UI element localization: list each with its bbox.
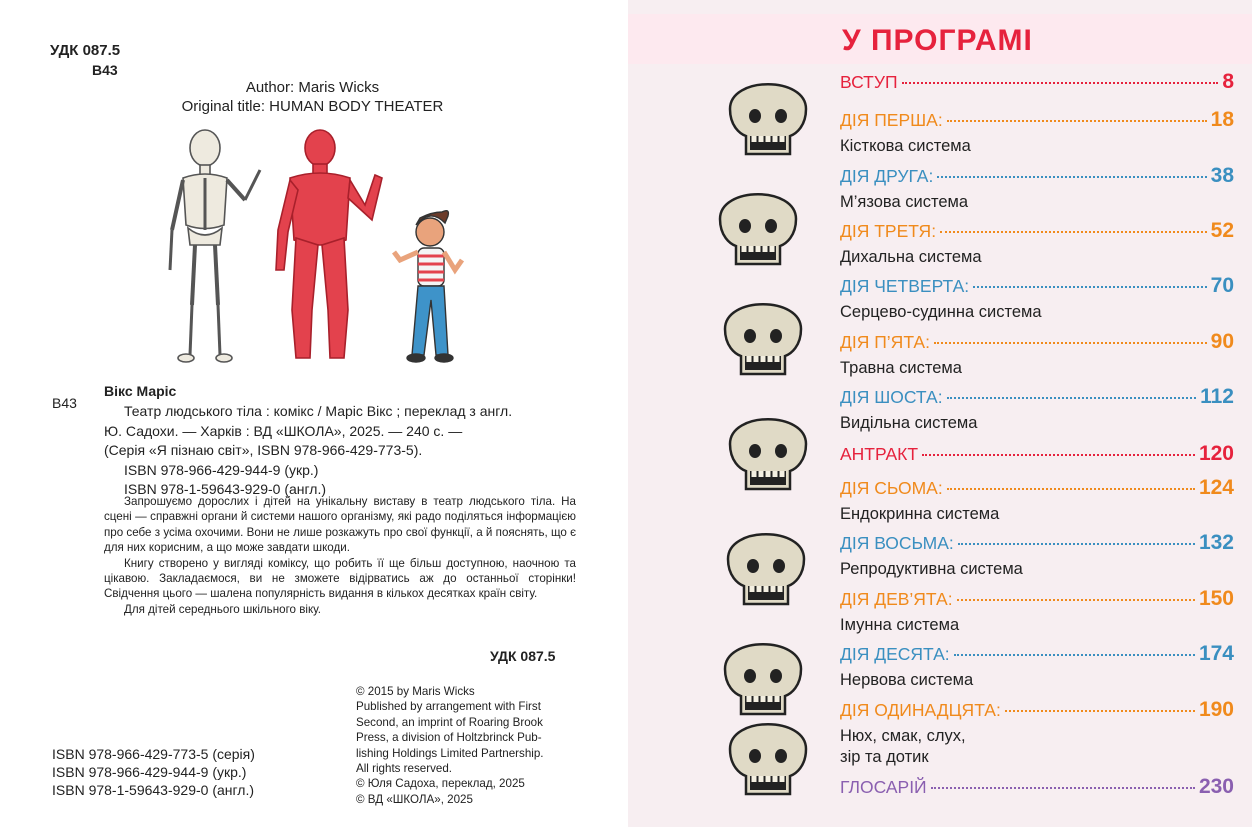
dot-leader — [954, 654, 1195, 656]
copyright-line: © ВД «ШКОЛА», 2025 — [356, 792, 473, 806]
contents-entry-page: 132 — [1198, 531, 1234, 554]
contents-entry-page: 230 — [1198, 775, 1234, 798]
isbn-block — [52, 745, 255, 799]
contents-entry-label: ДІЯ СЬОМА: — [840, 478, 943, 498]
contents-entry-line — [840, 108, 1234, 136]
contents-entry-label: ВСТУП — [840, 72, 898, 92]
udk-code: УДК 087.5 — [50, 42, 121, 59]
skull-icon — [730, 724, 806, 794]
contents-entry[interactable] — [840, 70, 1234, 98]
cover-illustration — [150, 120, 480, 370]
contents-entry-line — [840, 642, 1234, 670]
contents-entry-label: ДІЯ ШОСТА: — [840, 387, 943, 407]
contents-entry[interactable] — [840, 219, 1234, 268]
dot-leader — [957, 599, 1195, 601]
contents-entry-page: 18 — [1210, 108, 1234, 131]
contents-entry-page: 124 — [1198, 476, 1234, 499]
muscle-figure — [276, 130, 382, 358]
annotation-paragraph: Запрошуємо дорослих і дітей на унікальну виставу в театр людського тіла. На сцені — справжні органи й системи нашого організму, які радо поділяться інформацією про себе з усіма охочими. Вони не лише розкажуть про свої функції, а й пояснять, що є для них корисним, а що може завдати шкоди. — [104, 495, 576, 555]
biblio-line: ISBN 978-966-429-944-9 (укр.) — [124, 461, 319, 478]
contents-entry-label: ДІЯ ЧЕТВЕРТА: — [840, 276, 970, 296]
contents-entry-label: ГЛОСАРІЙ — [840, 777, 927, 797]
contents-entry[interactable] — [840, 476, 1234, 525]
contents-entry[interactable] — [840, 164, 1234, 213]
contents-title: У ПРОГРАМІ — [842, 24, 1033, 57]
contents-entry-line — [840, 274, 1234, 302]
contents-entry[interactable] — [840, 698, 1234, 768]
skeleton-figure — [170, 130, 260, 362]
skull-icon — [730, 84, 806, 154]
biblio-author: Вікс Маріс — [104, 383, 177, 399]
contents-entry[interactable] — [840, 642, 1234, 691]
contents-entry-line — [840, 698, 1234, 726]
biblio-line: Ю. Садохи. — Харків : ВД «ШКОЛА», 2025. — 240 с. — — [104, 422, 463, 439]
bbk-code-entry: В43 — [52, 395, 77, 411]
dot-leader — [934, 342, 1207, 344]
skull-icon — [730, 419, 806, 489]
copyright-line: Press, a division of Holtzbrinck Pub- — [356, 731, 542, 745]
skull-icon — [728, 534, 804, 604]
contents-entry-page: 112 — [1200, 385, 1234, 408]
contents-entry[interactable] — [840, 108, 1234, 157]
contents-entry-label: ДІЯ ДЕСЯТА: — [840, 644, 950, 664]
copyright-block — [356, 684, 544, 807]
biblio-line: ISBN 978-1-59643-929-0 (англ.) — [124, 481, 327, 497]
copyright-line: All rights reserved. — [356, 762, 453, 776]
contents-entry-label: ДІЯ ПЕРША: — [840, 110, 943, 130]
contents-entry-page: 8 — [1222, 70, 1234, 93]
contents-entry-subtitle: Імунна система — [840, 616, 960, 634]
dot-leader — [947, 488, 1195, 490]
annotation-paragraph: Для дітей середнього шкільного віку. — [124, 602, 322, 616]
contents-entry-subtitle: Дихальна система — [840, 248, 982, 266]
bibliographic-record — [104, 402, 580, 500]
contents-entry-page: 90 — [1210, 330, 1234, 353]
copyright-line: © Юля Садоха, переклад, 2025 — [356, 777, 525, 791]
contents-page — [628, 0, 1252, 827]
contents-entry-line — [840, 442, 1234, 470]
contents-entry-subtitle: Видільна система — [840, 414, 978, 432]
isbn-line: ISBN 978-1-59643-929-0 (англ.) — [52, 782, 255, 798]
dot-leader — [973, 286, 1207, 288]
contents-entry-label: ДІЯ ДРУГА: — [840, 166, 934, 186]
dot-leader — [947, 120, 1207, 122]
contents-entry-page: 52 — [1210, 219, 1234, 242]
contents-entry-page: 120 — [1198, 442, 1234, 465]
author-line: Author: Maris Wicks — [245, 79, 380, 96]
biblio-line: (Серія «Я пізнаю світ», ISBN 978-966-429-773-5). — [104, 442, 423, 458]
copyright-line: Published by arrangement with First — [356, 700, 541, 714]
contents-entry-line — [840, 330, 1234, 358]
biblio-line: Театр людського тіла : комікс / Маріс Вікс ; переклад з англ. — [124, 403, 513, 419]
bbk-code: В43 — [92, 62, 118, 78]
isbn-line: ISBN 978-966-429-773-5 (серія) — [52, 746, 255, 762]
contents-entry-subtitle: Кісткова система — [840, 137, 971, 155]
contents-entry-line — [840, 476, 1234, 504]
contents-entry-label: ДІЯ ТРЕТЯ: — [840, 221, 937, 241]
dot-leader — [1005, 710, 1195, 712]
contents-entry[interactable] — [840, 531, 1234, 580]
contents-entry[interactable] — [840, 442, 1234, 470]
copyright-line: lishing Holdings Limited Partnership. — [356, 746, 544, 760]
contents-entry-page: 174 — [1198, 642, 1234, 665]
dot-leader — [931, 787, 1195, 789]
contents-entry-subtitle: Репродуктивна система — [840, 560, 1023, 578]
contents-entry-label: ДІЯ ДЕВ’ЯТА: — [840, 589, 953, 609]
contents-entry-line — [840, 775, 1234, 803]
dot-leader — [937, 176, 1206, 178]
contents-entry-page: 190 — [1198, 698, 1234, 721]
contents-entry[interactable] — [840, 775, 1234, 803]
contents-entry-label: ДІЯ ОДИНАДЦЯТА: — [840, 700, 1001, 720]
contents-entry-subtitle: Нюх, смак, слух, зір та дотик — [840, 727, 966, 766]
udk-code-bottom: УДК 087.5 — [490, 648, 556, 664]
contents-entry-line — [840, 531, 1234, 559]
contents-entry-label: ДІЯ ВОСЬМА: — [840, 533, 954, 553]
author-credits — [160, 78, 465, 116]
contents-entry[interactable] — [840, 330, 1234, 379]
contents-entry-subtitle: Травна система — [840, 359, 962, 377]
contents-entry-label: АНТРАКТ — [840, 444, 919, 464]
copyright-line: Second, an imprint of Roaring Brook — [356, 715, 543, 729]
dot-leader — [940, 231, 1207, 233]
girl-figure — [394, 211, 462, 362]
contents-entry-subtitle: Нервова система — [840, 671, 974, 689]
skull-icon — [725, 644, 801, 714]
dot-leader — [902, 82, 1219, 84]
contents-entry-page: 70 — [1210, 274, 1234, 297]
annotation-paragraph: Книгу створено у вигляді коміксу, що робить її ще більш доступною, наочною та цікавою. Закладаємося, ви не зможете відірватись аж до останньої сторінки! Свідчення цього — шалена популярність видання в кількох десятках країн світу. — [104, 556, 576, 601]
contents-entry-page: 38 — [1210, 164, 1234, 187]
contents-entry-line — [840, 385, 1234, 413]
contents-entry[interactable] — [840, 274, 1234, 323]
contents-entry[interactable] — [840, 385, 1234, 434]
contents-entry-subtitle: Серцево-судинна система — [840, 303, 1042, 321]
contents-entry-label: ДІЯ П’ЯТА: — [840, 332, 930, 352]
copyright-line: © 2015 by Maris Wicks — [356, 685, 475, 698]
contents-entry-line — [840, 219, 1234, 247]
contents-entry-subtitle: М’язова система — [840, 193, 969, 211]
isbn-line: ISBN 978-966-429-944-9 (укр.) — [52, 764, 247, 780]
dot-leader — [947, 397, 1197, 399]
contents-entry-page: 150 — [1198, 587, 1234, 610]
dot-leader — [922, 454, 1195, 456]
contents-entry-line — [840, 164, 1234, 192]
skull-icon — [720, 194, 796, 264]
contents-entry-subtitle: Ендокринна система — [840, 505, 1000, 523]
contents-entry[interactable] — [840, 587, 1234, 636]
annotation — [104, 494, 576, 617]
skull-icon — [725, 304, 801, 374]
skull-column — [708, 64, 828, 804]
contents-entry-line — [840, 70, 1234, 98]
dot-leader — [958, 543, 1195, 545]
contents-entry-line — [840, 587, 1234, 615]
original-title-line: Original title: HUMAN BODY THEATER — [181, 98, 444, 115]
